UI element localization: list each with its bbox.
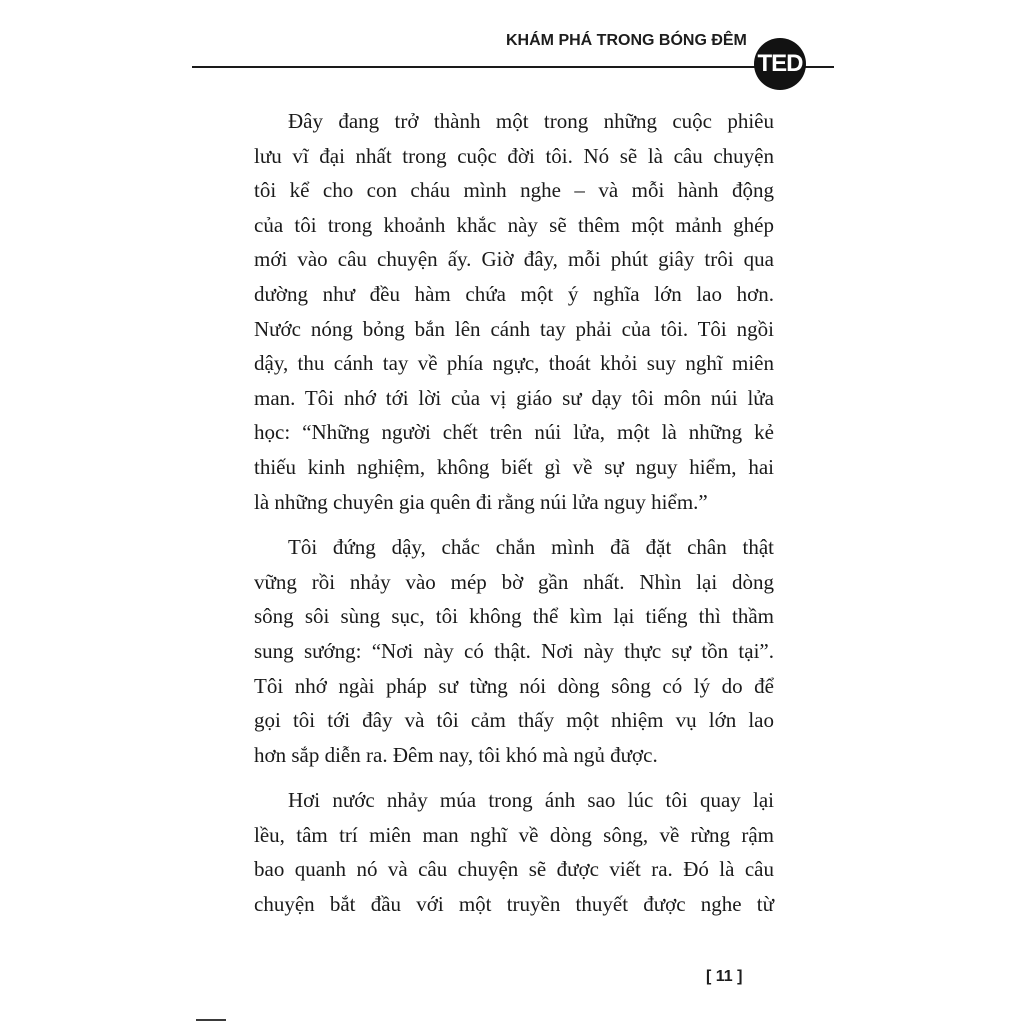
paragraph-gap [254,519,774,530]
paragraph-line: dậy, thu cánh tay về phía ngực, thoát khỏi suy nghĩ miên [254,351,774,376]
paragraph-line: tôi kể cho con cháu mình nghe – và mỗi hành động [254,178,774,203]
paragraph-line: Đây đang trở thành một trong những cuộc phiêu [288,109,774,133]
paragraph-line: mới vào câu chuyện ấy. Giờ đây, mỗi phút giây trôi qua [254,247,774,272]
paragraph-line: Nước nóng bỏng bắn lên cánh tay phải của tôi. Tôi ngồi [254,316,774,341]
body-text [254,104,774,922]
paragraph-line: lưu vĩ đại nhất trong cuộc đời tôi. Nó sẽ là câu chuyện [254,143,774,168]
running-title: KHÁM PHÁ TRONG BÓNG ĐÊM [506,32,747,49]
paragraph-line: Tôi nhớ ngài pháp sư từng nói dòng sông có lý do để [254,673,774,698]
paragraph-line: gọi tôi tới đây và tôi cảm thấy một nhiệm vụ lớn lao [254,708,774,733]
page-number: [ 11 ] [706,968,743,985]
paragraph-line: sông sôi sùng sục, tôi không thể kìm lại tiếng thì thầm [254,604,774,629]
paragraph-line: Tôi đứng dậy, chắc chắn mình đã đặt chân thật [288,535,774,560]
paragraph-line: vững rồi nhảy vào mép bờ gần nhất. Nhìn lại dòng [254,569,774,594]
paragraph-line: của tôi trong khoảnh khắc này sẽ thêm một mảnh ghép [254,212,774,237]
paragraph-gap [254,772,774,783]
ted-logo: TED [754,38,806,90]
paragraph-line: man. Tôi nhớ tới lời của vị giáo sư dạy tôi môn núi lửa [254,385,774,410]
paragraph-line: học: “Những người chết trên núi lửa, một là những kẻ [254,420,774,445]
paragraph-line: Hơi nước nhảy múa trong ánh sao lúc tôi quay lại [288,788,774,813]
paragraph-line: chuyện bắt đầu với một truyền thuyết được nghe từ [254,892,774,917]
scan-mark [196,1019,226,1021]
paragraph-line: thiếu kinh nghiệm, không biết gì về sự nguy hiểm, hai [254,454,774,479]
header-rule [192,66,834,68]
paragraph-line: dường như đều hàm chứa một ý nghĩa lớn lao hơn. [254,281,774,306]
paragraph-line: sung sướng: “Nơi này có thật. Nơi này thực sự tồn tại”. [254,638,774,663]
paragraph-line: bao quanh nó và câu chuyện sẽ được viết ra. Đó là câu [254,857,774,882]
paragraph-line: lều, tâm trí miên man nghĩ về dòng sông, về rừng rậm [254,822,774,847]
paragraph-line: là những chuyên gia quên đi rằng núi lửa nguy hiểm.” [254,489,708,514]
paragraph-line: hơn sắp diễn ra. Đêm nay, tôi khó mà ngủ được. [254,742,658,767]
